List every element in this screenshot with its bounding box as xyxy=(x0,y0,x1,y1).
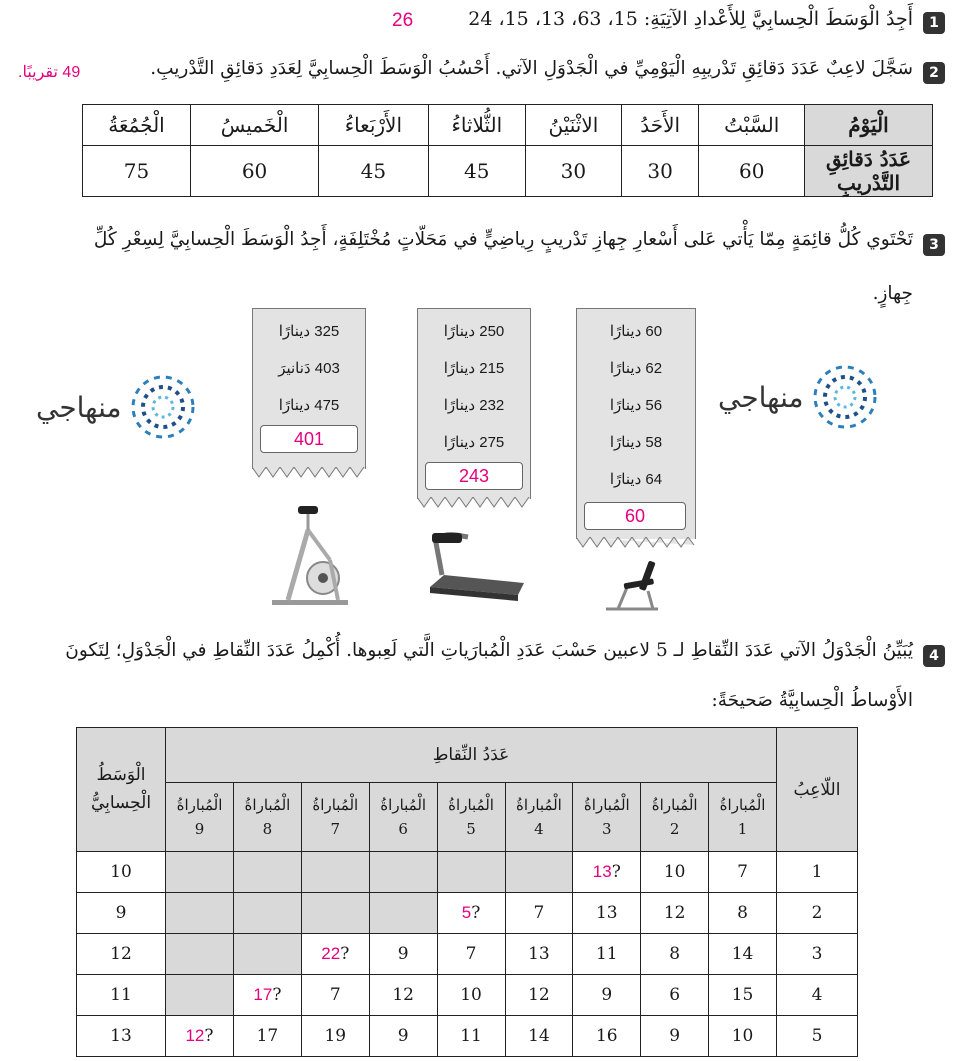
mean-header-line1: الْوَسَطُ xyxy=(96,765,146,786)
match-word: الْمُباراةُ xyxy=(448,796,494,814)
day-cell: الأَرْبَعاءُ xyxy=(319,105,428,146)
empty-score-cell xyxy=(301,852,369,893)
minutes-cell: 75 xyxy=(83,146,191,197)
mean-cell: 10 xyxy=(77,852,166,893)
day-cell: الأَحَدُ xyxy=(621,105,699,146)
empty-score-cell xyxy=(166,934,234,975)
table-row xyxy=(77,975,858,1016)
match-word: الْمُباراةُ xyxy=(719,796,766,814)
score-cell: 8 xyxy=(641,934,709,975)
match-number: 7 xyxy=(330,820,341,838)
mean-cell: 11 xyxy=(77,975,166,1016)
empty-score-cell xyxy=(234,852,302,893)
day-cell: الثُّلاثاءُ xyxy=(428,105,525,146)
score-cell: 9 xyxy=(369,1016,437,1057)
row-label-minutes: عَدَدُ دَقائِقِ التَّدْريبِ xyxy=(805,146,933,197)
mean-header-line2: الْحِسابِيُّ xyxy=(90,792,152,813)
score-cell: 12 xyxy=(369,975,437,1016)
match-header-3 xyxy=(573,783,641,852)
minutes-cell: 60 xyxy=(190,146,318,197)
score-cell: 19 xyxy=(301,1016,369,1057)
receipt-tear-edge xyxy=(252,467,365,479)
bike-mean-answer: 401 xyxy=(260,425,358,453)
manhaji-logo-icon xyxy=(810,362,880,432)
question-number-4: 4 xyxy=(923,645,945,667)
match-number: 8 xyxy=(262,820,273,838)
score-cell: 17 xyxy=(234,1016,302,1057)
score-cell: 10 xyxy=(709,1016,777,1057)
score-cell: 9 xyxy=(641,1016,709,1057)
missing-score-answer: 17 xyxy=(253,985,273,1004)
minutes-cell: 30 xyxy=(621,146,699,197)
manhaji-logo-left xyxy=(36,372,198,442)
price-item: 215 دينارًا xyxy=(443,360,505,377)
player-cell: 1 xyxy=(777,852,858,893)
question-mark: ? xyxy=(272,985,282,1005)
table-header-row xyxy=(77,783,858,852)
price-item: 56 دينارًا xyxy=(609,397,663,414)
training-minutes-table xyxy=(82,104,933,197)
receipt-tear-edge xyxy=(417,497,530,509)
match-header-9 xyxy=(166,783,234,852)
match-header-7 xyxy=(301,783,369,852)
points-header: عَدَدُ النِّقاطِ xyxy=(166,728,777,783)
question-3-line1: تَحْتَوي كُلُّ قائِمَةٍ مِمّا يَأْتي عَلى أَسْعارِ جِهازِ تَدْريبٍ رِياضِيٍّ في مَحَلّاتٍ مُخْتَلِفَةٍ، أَجِدُ الْوَسَطَ الْحِسابِيَّ لِسِعْرِ كُلِّ xyxy=(93,229,913,250)
match-number: 4 xyxy=(534,820,544,838)
match-word: الْمُباراةُ xyxy=(312,796,359,814)
match-word: الْمُباراةُ xyxy=(380,796,427,814)
match-word: الْمُباراةُ xyxy=(516,796,562,814)
mean-cell: 13 xyxy=(77,1016,166,1057)
score-cell: 16 xyxy=(573,1016,641,1057)
question-4-line1: يُبَيِّنُ الْجَدْوَلُ الآتي عَدَدَ النِّقاطِ لـ 5 لاعبين حَسْبَ عَدَدِ الْمُبارَياتِ الَّتي لَعِبوها. أُكْمِلُ عَدَدَ النِّقاطِ في الْجَدْوَلِ؛ لِتَكونَ xyxy=(65,640,913,661)
manhaji-logo-icon xyxy=(128,372,198,442)
question-mark: ? xyxy=(340,944,350,964)
minutes-cell: 45 xyxy=(319,146,428,197)
empty-score-cell xyxy=(234,934,302,975)
day-cell: السَّبْتُ xyxy=(699,105,805,146)
match-number: 9 xyxy=(194,820,205,838)
score-cell: 14 xyxy=(709,934,777,975)
match-word: الْمُباراةُ xyxy=(244,796,291,814)
price-item: 403 دَنانيرَ xyxy=(278,360,340,377)
treadmill-icon xyxy=(428,525,528,605)
price-item: 60 دينارًا xyxy=(609,323,663,340)
empty-score-cell xyxy=(505,852,573,893)
match-header-6 xyxy=(369,783,437,852)
bench-mean-answer: 60 xyxy=(584,502,686,530)
score-cell: 9 xyxy=(369,934,437,975)
empty-score-cell xyxy=(166,893,234,934)
missing-score-cell xyxy=(437,893,505,934)
empty-score-cell xyxy=(166,852,234,893)
score-cell: 10 xyxy=(641,852,709,893)
question-3-line2: جِهازٍ. xyxy=(872,283,913,304)
manhaji-logo-text: منهاجي xyxy=(36,390,122,424)
player-cell: 4 xyxy=(777,975,858,1016)
question-number-1: 1 xyxy=(923,12,945,34)
score-cell: 7 xyxy=(437,934,505,975)
minutes-cell: 30 xyxy=(525,146,621,197)
score-cell: 8 xyxy=(709,893,777,934)
score-cell: 11 xyxy=(437,1016,505,1057)
day-cell: الاثْنَيْنُ xyxy=(525,105,621,146)
match-header-8 xyxy=(234,783,302,852)
match-number: 2 xyxy=(669,820,680,838)
mean-header xyxy=(77,728,166,852)
table-row xyxy=(77,852,858,893)
match-word: الْمُباراةُ xyxy=(651,796,698,814)
missing-score-answer: 13 xyxy=(592,862,612,881)
mean-cell: 9 xyxy=(77,893,166,934)
missing-score-cell xyxy=(166,1016,234,1057)
minutes-cell: 60 xyxy=(699,146,805,197)
match-word: الْمُباراةُ xyxy=(176,796,223,814)
question-number-2: 2 xyxy=(923,62,945,84)
missing-score-cell xyxy=(573,852,641,893)
player-cell: 5 xyxy=(777,1016,858,1057)
manhaji-logo-text: منهاجي xyxy=(718,380,804,414)
row-label-day: الْيَوْمُ xyxy=(805,105,933,146)
score-cell: 6 xyxy=(641,975,709,1016)
minutes-cell: 45 xyxy=(428,146,525,197)
match-header-2 xyxy=(641,783,709,852)
player-header: اللّاعِبُ xyxy=(777,728,858,852)
day-cell: الْجُمُعَةُ xyxy=(83,105,191,146)
mean-cell: 12 xyxy=(77,934,166,975)
empty-score-cell xyxy=(369,893,437,934)
day-cell: الْخَميسُ xyxy=(190,105,318,146)
price-item: 232 دينارًا xyxy=(443,397,505,414)
price-item: 58 دينارًا xyxy=(609,434,663,451)
price-item: 275 دينارًا xyxy=(443,434,505,451)
empty-score-cell xyxy=(234,893,302,934)
question-mark: ? xyxy=(204,1026,214,1046)
score-cell: 12 xyxy=(505,975,573,1016)
empty-score-cell xyxy=(301,893,369,934)
exercise-bike-icon xyxy=(268,500,358,612)
table-row xyxy=(83,146,933,197)
score-cell: 10 xyxy=(437,975,505,1016)
match-header-4 xyxy=(505,783,573,852)
match-number: 6 xyxy=(398,820,408,838)
score-cell: 7 xyxy=(505,893,573,934)
score-cell: 9 xyxy=(573,975,641,1016)
table-row xyxy=(83,105,933,146)
price-item: 64 دينارًا xyxy=(609,471,663,488)
question-mark: ? xyxy=(471,903,481,923)
player-points-table xyxy=(76,727,858,1057)
score-cell: 7 xyxy=(301,975,369,1016)
match-number: 5 xyxy=(466,820,476,838)
match-header-1 xyxy=(709,783,777,852)
empty-score-cell xyxy=(437,852,505,893)
question-1-text: أَجِدُ الْوَسَطَ الْحِسابِيَّ لِلأَعْدادِ الآتِيَةِ: 15، 63، 13، 15، 24 xyxy=(468,8,913,30)
price-item: 325 دينارًا xyxy=(278,323,340,340)
question-mark: ? xyxy=(611,862,621,882)
score-cell: 15 xyxy=(709,975,777,1016)
empty-score-cell xyxy=(166,975,234,1016)
missing-score-answer: 12 xyxy=(185,1026,205,1045)
table-header-row xyxy=(77,728,858,783)
score-cell: 14 xyxy=(505,1016,573,1057)
question-number-3: 3 xyxy=(923,234,945,256)
match-header-5 xyxy=(437,783,505,852)
table-row xyxy=(77,934,858,975)
treadmill-mean-answer: 243 xyxy=(425,462,523,490)
score-cell: 7 xyxy=(709,852,777,893)
question-1-answer: 26 xyxy=(392,10,414,31)
table-row xyxy=(77,1016,858,1057)
table-row xyxy=(77,893,858,934)
receipt-tear-edge xyxy=(576,537,695,549)
score-cell: 13 xyxy=(505,934,573,975)
price-item: 62 دينارًا xyxy=(609,360,663,377)
price-item: 475 دينارًا xyxy=(278,397,340,414)
player-cell: 3 xyxy=(777,934,858,975)
match-word: الْمُباراةُ xyxy=(583,796,630,814)
manhaji-logo-right xyxy=(718,362,880,432)
score-cell: 11 xyxy=(573,934,641,975)
player-cell: 2 xyxy=(777,893,858,934)
weight-bench-icon xyxy=(598,555,668,613)
empty-score-cell xyxy=(369,852,437,893)
question-2-text: سَجَّلَ لاعِبٌ عَدَدَ دَقائِقِ تَدْريبِهِ الْيَوْمِيِّ في الْجَدْوَلِ الآتي. أَحْسُبُ الْوَسَطَ الْحِسابِيَّ لِعَدَدِ دَقائِقِ التَّدْريبِ. xyxy=(150,58,913,79)
missing-score-cell xyxy=(234,975,302,1016)
score-cell: 13 xyxy=(573,893,641,934)
missing-score-answer: 5 xyxy=(461,903,472,922)
question-2-answer: 49 تقريبًا. xyxy=(18,64,81,81)
question-4-line2: الأَوْساطُ الْحِسابِيَّةُ صَحيحَةً: xyxy=(711,690,913,711)
match-number: 3 xyxy=(602,820,612,838)
match-number: 1 xyxy=(737,820,748,838)
missing-score-cell xyxy=(301,934,369,975)
price-item: 250 دينارًا xyxy=(443,323,505,340)
missing-score-answer: 22 xyxy=(321,944,341,963)
score-cell: 12 xyxy=(641,893,709,934)
